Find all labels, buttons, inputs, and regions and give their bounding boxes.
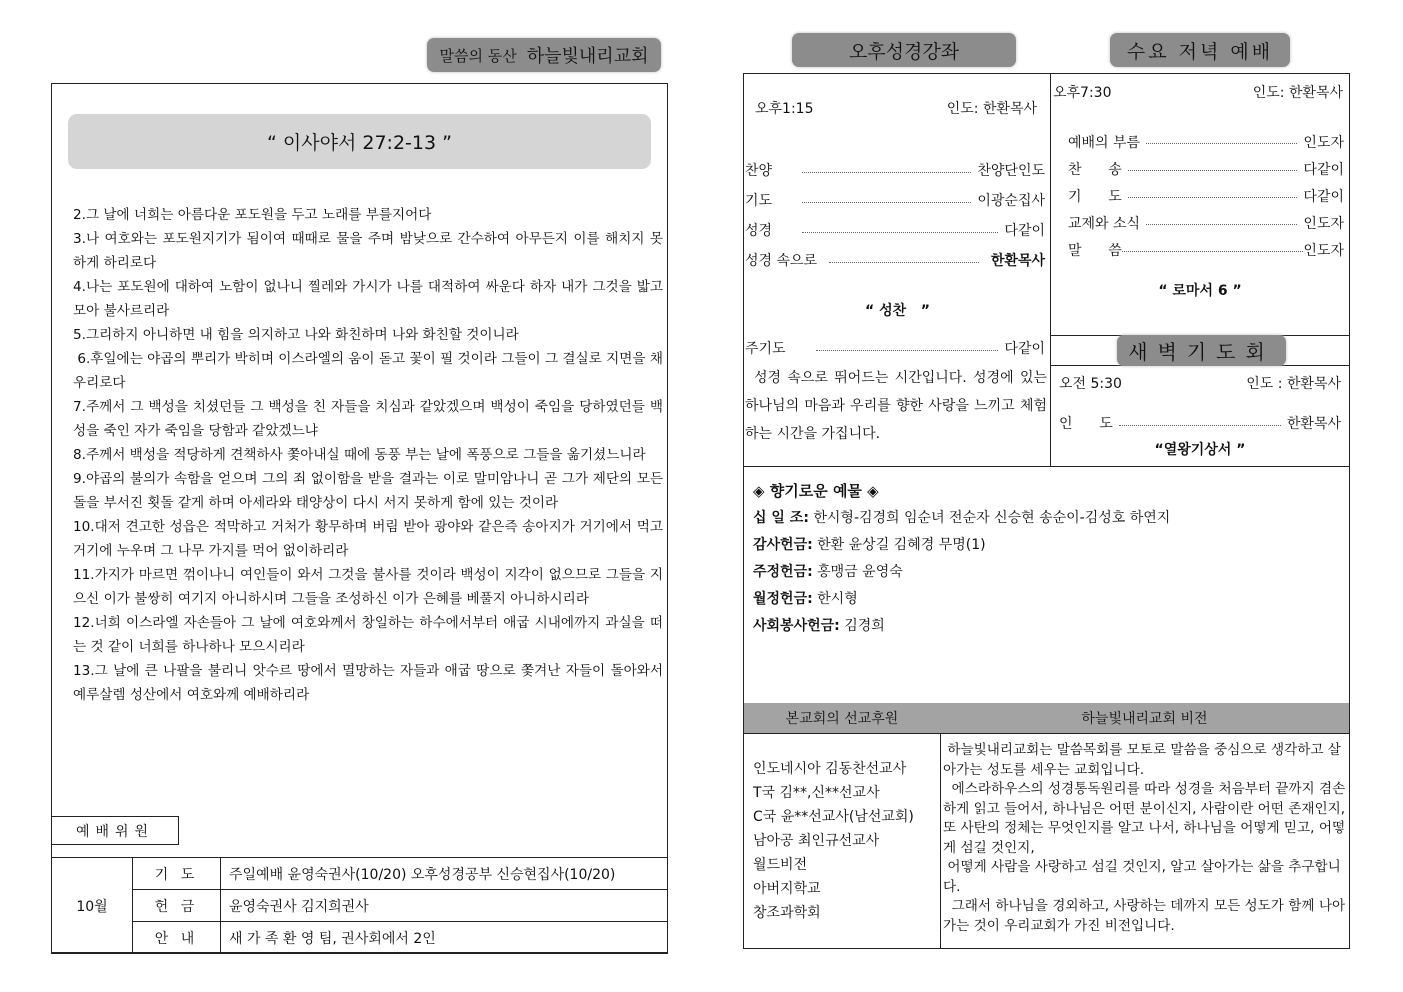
table-row [52,922,668,954]
scripture-verse: 3.나 여호와는 포도원지기가 됨이여 때때로 물을 주며 밤낮으로 간수하여 아무든지 이를 해치지 못하게 하리로다 [73,231,663,271]
vision-header: 하늘빛내리교회 비전 [1081,711,1208,727]
worship-committee-label: 예배위원 [51,816,179,845]
scripture-verse: 10.대저 견고한 성읍은 적막하고 거처가 황무하며 버림 받아 광야와 같은즉 송아지가 거기에서 먹고 거기에 누우며 그 나무 가지를 먹어 없이하리라 [73,519,663,559]
vision-paragraph: 그래서 하나님을 경외하고, 사랑하는 데까지 모든 성도가 함께 나아가는 것이 우리교회가 가진 비전입니다. [943,898,1346,934]
offering-names: 김경희 [844,618,885,634]
afternoon-bible-title: 오후성경강좌 [792,33,1016,67]
order-label: 찬 송 [1068,161,1122,178]
vision-paragraph: 어떻게 사람을 사랑하고 섬길 것인지, 알고 살아가는 삶을 추구합니다. [943,859,1341,895]
order-person: 인도자 [1303,134,1344,151]
order-label: 찬양 [745,163,773,179]
order-person: 다같이 [1303,161,1344,178]
scripture-body [73,203,663,707]
scripture-verse: 4.나는 포도원에 대하여 노함이 없나니 찔레와 가시가 나를 대적하여 싸운다 하자 내가 그것을 밟고 모아 불사르리라 [73,279,663,319]
wednesday-time: 오후7:30 [1053,85,1112,101]
order-person: 찬양단인도 [977,163,1045,179]
leader-dots [1122,251,1304,252]
leader-dots [1146,224,1297,225]
scripture-verse: 13.그 날에 큰 나팔을 불리니 앗수르 땅에서 멸망하는 자들과 애굽 땅으로 쫓겨난 자들이 돌아와서 예루살렘 성산에서 여호와께 예배하리라 [73,663,663,703]
dawn-order-item [1059,412,1341,434]
names-cell: 윤영숙권사 김지희권사 [221,890,668,922]
vision-paragraph: 하늘빛내리교회는 말씀목회를 모토로 말씀을 중심으로 생각하고 살아가는 성도를 세우는 교회입니다. [943,742,1341,778]
mission-item: 창조과학회 [753,905,821,921]
offering-names: 한시형-김경희 임순녀 전순자 신승현 송순이-김성호 하연지 [813,510,1171,526]
offering-item [753,613,1343,640]
order-person: 다같이 [1004,223,1045,239]
order-item [745,215,1045,245]
afternoon-description: 성경 속으로 뛰어드는 시간입니다. 성경에 있는 하나님의 마음과 우리를 향한 사랑을 느끼고 체험하는 시간을 가집니다. [745,370,1047,442]
dawn-time-row [1059,373,1341,393]
order-label: 예배의 부름 [1068,134,1141,151]
wednesday-sermon: “ 로마서 6 ” [1158,283,1242,299]
order-item [745,185,1045,215]
offering-names: 한시형 [817,591,858,607]
column-divider [940,703,941,949]
names-cell: 주일예배 윤영숙권사(10/20) 오후성경공부 신승현집사(10/20) [221,858,668,890]
offering-label: 주정헌금: [753,564,813,580]
scripture-verse: 9.야곱의 불의가 속함을 얻으며 그의 죄 없이함을 받을 결과는 이로 말미암나니 곧 그가 제단의 모든 돌을 부서진 횟돌 같게 하며 아세라와 태양상이 다시 서지 못하게 함에 있는 것이라 [73,471,663,511]
order-item [1068,182,1344,209]
order-person: 인도자 [1303,242,1344,259]
order-item [1068,128,1344,155]
offering-item [753,586,1343,613]
order-label: 성경 속으로 [745,253,818,269]
order-label: 기도 [745,193,773,209]
scripture-verse: 6.후일에는 야곱의 뿌리가 박히며 이스라엘의 움이 돋고 꽃이 필 것이라 그들이 그 결실로 지면을 채우리로다 [73,351,663,391]
vision-paragraph: 에스라하우스의 성경통독원리를 따라 성경을 처음부터 끝까지 겸손하게 읽고 들어서, 하나님은 어떤 분이신지, 사람이란 어떤 존재인지, 또 사탄의 정체는 무엇인지를 알고 나서, 하나님을 어떻게 믿고, 어떻게 섬길 것인지, [943,781,1350,856]
section-divider [743,733,1350,734]
month-cell: 10월 [52,858,133,954]
leader-dots [1119,425,1281,426]
mission-item: C국 윤**선교사(남선교회) [753,809,914,825]
leader-dots [1146,143,1297,144]
afternoon-leader: 인도: 한환목사 [946,101,1037,117]
names-cell: 새 가 족 환 영 팀, 권사회에서 2인 [221,922,668,954]
scripture-verse: 5.그리하지 아니하면 내 힘을 의지하고 나와 화친하며 나와 화친할 것이니라 [73,327,519,343]
wednesday-time-row [1053,82,1343,102]
afternoon-topic: “ 성찬 ” [865,303,930,319]
order-person: 한환목사 [990,253,1045,269]
afternoon-time: 오후1:15 [755,101,814,117]
worship-committee-table [51,857,668,954]
afternoon-time-row [755,98,1037,118]
wednesday-leader: 인도: 한환목사 [1252,85,1343,101]
order-person: 인도자 [1303,215,1344,232]
scripture-verse: 11.가지가 마르면 꺾이나니 여인들이 와서 그것을 불사를 것이라 백성이 지각이 없으므로 그들을 지으신 이가 불쌍히 여기지 아니하시며 그들을 조성하신 이가 은혜를 베풀지 아니하시리라 [73,567,663,607]
order-item [1068,155,1344,182]
scripture-verse: 12.너희 이스라엘 자손들아 그 날에 여호와께서 창일하는 하수에서부터 애굽 시내에까지 과실을 떠는 것 같이 너희를 하나하나 모으시리라 [73,615,663,655]
mission-vision-header [744,703,1349,733]
order-person: 이광순집사 [977,193,1045,209]
afternoon-order [745,155,1045,275]
church-motto: 말씀의 동산 [439,46,517,65]
role-cell: 기 도 [133,858,221,890]
wednesday-service-title: 수요 저녁 예배 [1110,33,1290,67]
table-row [52,890,668,922]
church-name: 하늘빛내리교회 [526,46,649,67]
section-divider [743,466,1350,467]
leader-dots [802,232,998,233]
mission-header: 본교회의 선교후원 [785,711,899,727]
leader-dots [802,172,971,173]
order-item [1068,209,1344,236]
offering-label: 월정헌금: [753,591,813,607]
table-row [52,858,668,890]
mission-item: 아버지학교 [753,881,821,897]
order-label: 기 도 [1068,188,1122,205]
vision-text [943,741,1350,936]
church-tag [427,38,661,72]
order-item [745,155,1045,185]
order-label: 교제와 소식 [1068,215,1141,232]
mission-item: 인도네시아 김동찬선교사 [753,761,907,777]
lords-prayer-row [745,336,1045,360]
order-person: 한환목사 [1286,416,1341,432]
offerings-section [753,478,1343,640]
wednesday-order [1068,128,1344,263]
offering-names: 홍맹금 윤영숙 [817,564,903,580]
role-cell: 헌 금 [133,890,221,922]
dawn-time: 오전 5:30 [1059,376,1122,392]
leader-dots [1128,197,1298,198]
offering-item [753,559,1343,586]
order-item [745,245,1045,275]
dawn-leader: 인도 : 한환목사 [1246,376,1341,392]
offering-label: 사회봉사헌금: [753,618,840,634]
mission-list [753,757,914,925]
order-label: 성경 [745,223,773,239]
order-person: 다같이 [1303,188,1344,205]
leader-dots [829,262,979,263]
leader-dots [816,350,999,351]
order-label: 말 씀 [1068,242,1122,259]
mission-item: 월드비전 [753,857,808,873]
offering-names: 한환 윤상길 김혜경 무명(1) [817,537,986,553]
offerings-title: ◈ 향기로운 예물 ◈ [753,482,879,500]
leader-dots [802,202,971,203]
mission-item: 남아공 최인규선교사 [753,833,880,849]
dawn-prayer-title: 새벽기도회 [1117,335,1286,366]
scripture-verse: 2.그 날에 너희는 아름다운 포도원을 두고 노래를 부를지어다 [73,207,432,223]
order-person: 다같이 [1004,341,1045,357]
scripture-title: “ 이사야서 27:2-13 ” [68,114,651,169]
offering-item [753,532,1343,559]
offering-label: 십 일 조: [753,510,809,526]
order-label: 인 도 [1059,416,1113,432]
role-cell: 안 내 [133,922,221,954]
dawn-scripture: “열왕기상서 ” [1154,442,1246,458]
scripture-verse: 8.주께서 백성을 적당하게 견책하사 쫓아내실 때에 동풍 부는 날에 폭풍으로 그들을 옮기셨느니라 [73,447,646,463]
mission-item: T국 김**,신**선교사 [753,785,880,801]
column-divider [1050,73,1051,466]
leader-dots [1128,170,1298,171]
offering-label: 감사헌금: [753,537,813,553]
order-label: 주기도 [745,341,786,357]
scripture-verse: 7.주께서 그 백성을 치셨던들 그 백성을 친 자들을 치심과 같았겠으며 백성이 죽임을 당하였던들 백성을 죽인 자가 죽임을 당함과 같았겠느냐 [73,399,663,439]
order-item [1068,236,1344,263]
offering-item [753,505,1343,532]
